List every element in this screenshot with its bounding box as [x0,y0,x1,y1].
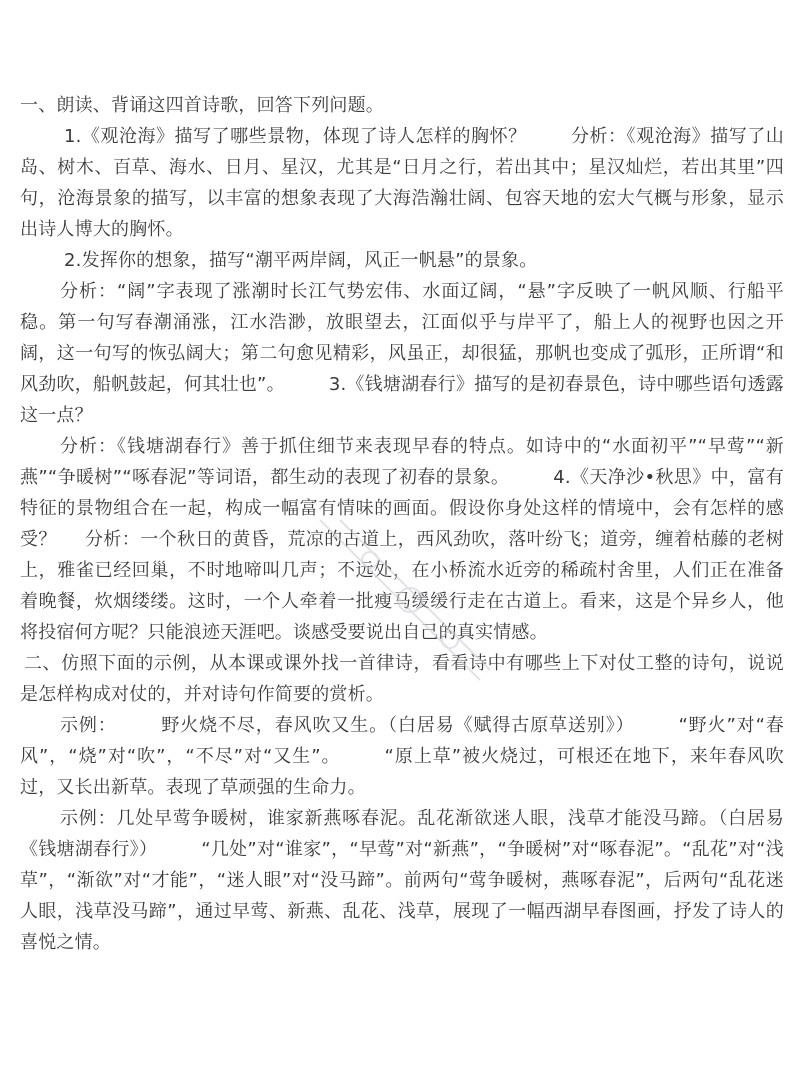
example-2-line: 几处早莺争暖树，谁家新燕啄春泥。乱花渐欲迷人眼，浅草才能没马蹄。（白居易《钱塘湖春行》） [20,808,784,860]
example-2 [20,803,784,958]
question-2 [20,245,784,276]
question-1 [20,121,784,245]
question-3-analysis-paragraph [20,431,784,648]
example-1 [20,710,784,803]
document-body [20,90,784,958]
example-1-label: 示例： [60,715,117,736]
question-4-text: 4.《天净沙•秋思》中，富有特征的景物组合在一起，构成一幅富有情味的画面。假设你身处这样的情境中，会有怎样的感受？ [20,467,784,550]
example-2-analysis: “几处”对“谁家”，“早莺”对“新燕”，“争暖树”对“啄春泥”。“乱花”对“浅草”，“渐欲”对“才能”，“迷人眼”对“没马蹄”。前两句“莺争暖树，燕啄春泥”，后两句“乱花迷人眼，浅草没马蹄”，通过早莺、新燕、乱花、浅草，展现了一幅西湖早春图画，抒发了诗人的喜悦之情。 [20,839,784,953]
section-2-heading: 二、仿照下面的示例，从本课或课外找一首律诗，看看诗中有哪些上下对仗工整的诗句，说说是怎样构成对仗的，并对诗句作简要的赏析。 [20,653,784,705]
question-4-analysis: 分析：一个秋日的黄昏，荒凉的古道上，西风劲吹，落叶纷飞；道旁，缠着枯藤的老树上，雅雀已经回巢，不时地啼叫几声；不远处，在小桥流水近旁的稀疏村舍里，人们正在准备着晚餐，炊烟缕缕。这时，一个人牵着一批瘦马缓缓行走在古道上。看来，这是个异乡人，他将投宿何方呢？只能浪迹天涯吧。谈感受要说出自己的真实情感。 [20,529,784,643]
question-3-text: 3.《钱塘湖春行》描写的是初春景色，诗中哪些语句透露这一点？ [20,374,784,426]
question-3-analysis: 分析：《钱塘湖春行》善于抓住细节来表现早春的特点。如诗中的“水面初平”“早莺”“新燕”“争暖树”“啄春泥”等词语，都生动的表现了初春的景象。 [20,436,784,488]
example-1-analysis: “野火”对“春风”，“烧”对“吹”，“不尽”对“又生”。 [20,715,784,767]
question-1-text: 1.《观沧海》描写了哪些景物，体现了诗人怎样的胸怀？ [64,126,527,147]
example-1-line: 野火烧不尽，春风吹又生。（白居易《赋得古原草送别》） [160,715,635,736]
question-2-text: 2.发挥你的想象，描写“潮平两岸阔，风正一帆悬”的景象。 [64,250,538,271]
question-1-analysis: 分析：《观沧海》描写了山岛、树木、百草、海水、日月、星汉，尤其是“日月之行，若出其中；星汉灿烂，若出其里”四句，沧海景象的描写，以丰富的想象表现了大海浩瀚壮阔、包容天地的宏大气概与形象，显示出诗人博大的胸怀。 [20,126,785,240]
example-2-label: 示例： [60,808,117,829]
question-2-analysis-paragraph [20,276,784,431]
question-2-analysis: 分析：“阔”字表现了涨潮时长江气势宏伟、水面辽阔，“悬”字反映了一帆风顺、行船平稳。第一句写春潮涌涨，江水浩渺，放眼望去，江面似乎与岸平了，船上人的视野也因之开阔，这一句写的恢弘阔大；第二句愈见精彩，风虽正，却很猛，那帆也变成了弧形，正所谓“和风劲吹，船帆鼓起，何其壮也”。 [20,281,784,395]
section-1-heading: 一、朗读、背诵这四首诗歌，回答下列问题。 [20,95,384,116]
example-1-comment: “原上草”被火烧过，可根还在地下，来年春风吹过，又长出新草。表现了草顽强的生命力。 [20,746,784,798]
